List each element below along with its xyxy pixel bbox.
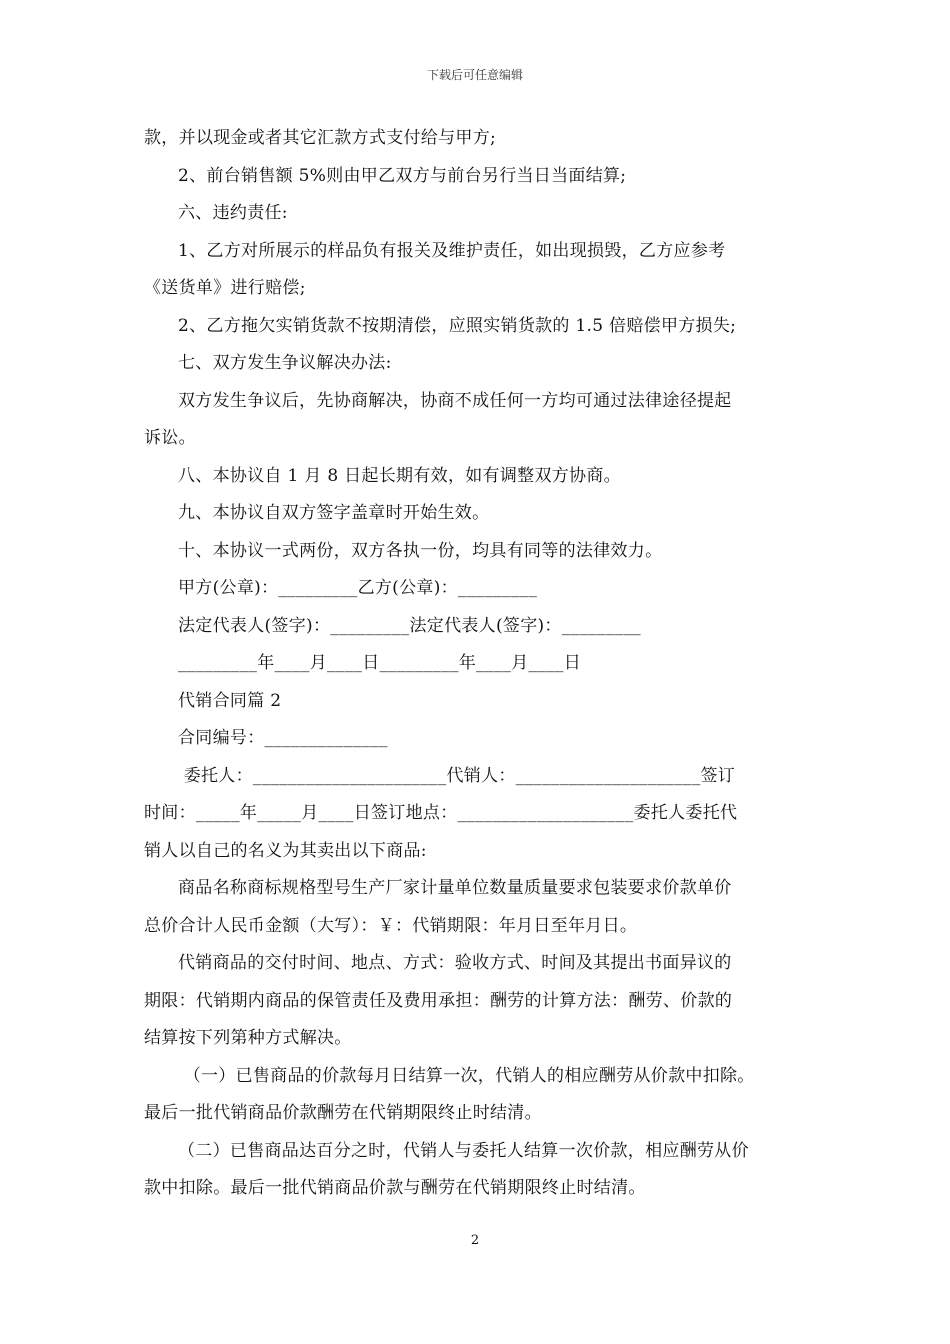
text-line: 结算按下列第种方式解决。 xyxy=(144,1028,352,1048)
text-line: 委托人：______________________代销人：_____________________签订 xyxy=(178,765,736,786)
text-line: 十、本协议一式两份，双方各执一份，均具有同等的法律效力。 xyxy=(178,540,663,561)
text-line: 诉讼。 xyxy=(144,428,196,448)
text-line: _________年____月____日_________年____月____日 xyxy=(178,653,581,673)
text-line: 九、本协议自双方签字盖章时开始生效。 xyxy=(178,503,490,523)
text-line: 法定代表人(签字)：_________法定代表人(签字)：_________ xyxy=(178,615,641,636)
text-line: 《送货单》进行赔偿; xyxy=(144,278,306,298)
text-line: 合同编号：______________ xyxy=(178,728,388,748)
text-line: 款中扣除。最后一批代销商品价款与酬劳在代销期限终止时结清。 xyxy=(144,1178,646,1198)
text-line: 1、乙方对所展示的样品负有报关及维护责任，如出现损毁，乙方应参考 xyxy=(178,240,726,261)
text-line: 2、前台销售额 5%则由甲乙双方与前台另行当日当面结算; xyxy=(178,165,627,186)
text-line: 甲方(公章)：_________乙方(公章)：_________ xyxy=(178,578,538,598)
text-line: 七、双方发生争议解决办法: xyxy=(178,353,392,373)
document-body xyxy=(144,124,808,1212)
text-line: 代销合同篇 2 xyxy=(178,690,282,711)
text-line: 时间：_____年_____月____日签订地点：____________________委托人委托代 xyxy=(144,803,738,823)
page-header: 下载后可任意编辑 xyxy=(426,68,523,82)
text-line: 商品名称商标规格型号生产厂家计量单位数量质量要求包装要求价款单价 xyxy=(178,878,732,898)
text-line: 期限：代销期内商品的保管责任及费用承担：酬劳的计算方法：酬劳、价款的 xyxy=(144,990,733,1011)
text-line: 八、本协议自 1 月 8 日起长期有效，如有调整双方协商。 xyxy=(178,465,621,486)
text-line: （二）已售商品达百分之时，代销人与委托人结算一次价款，相应酬劳从价 xyxy=(178,1140,749,1161)
text-line: 最后一批代销商品价款酬劳在代销期限终止时结清。 xyxy=(144,1103,542,1123)
text-line: 销人以自己的名义为其卖出以下商品: xyxy=(144,840,427,861)
text-line: 代销商品的交付时间、地点、方式：验收方式、时间及其提出书面异议的 xyxy=(178,953,732,973)
text-line: 款，并以现金或者其它汇款方式支付给与甲方; xyxy=(144,128,497,148)
text-line: 六、违约责任: xyxy=(178,203,288,223)
text-line: 总价合计人民币金额（大写）：￥：代销期限：年月日至年月日。 xyxy=(144,915,638,936)
text-line: 2、乙方拖欠实销货款不按期清偿，应照实销货款的 1.5 倍赔偿甲方损失; xyxy=(178,315,737,336)
text-line: 双方发生争议后，先协商解决，协商不成任何一方均可通过法律途径提起 xyxy=(178,390,732,411)
page-number: 2 xyxy=(470,1233,480,1248)
text-line: （一）已售商品的价款每月日结算一次，代销人的相应酬劳从价款中扣除。 xyxy=(178,1065,755,1086)
